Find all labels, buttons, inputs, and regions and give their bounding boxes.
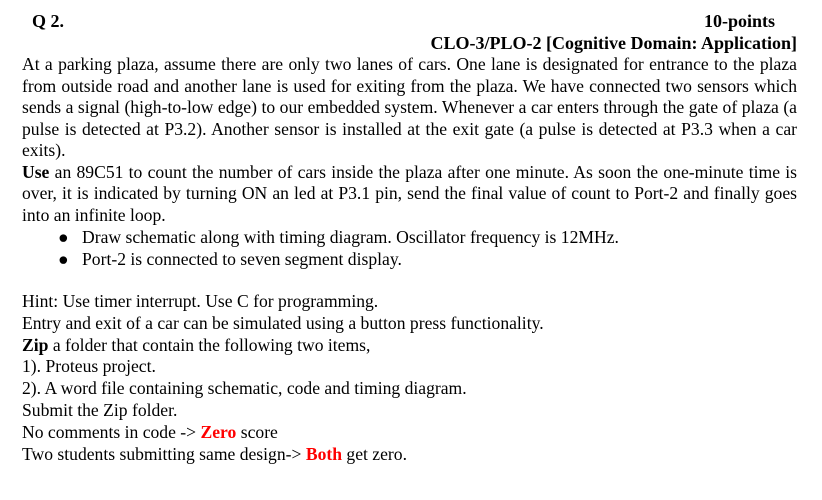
zip-line <box>22 335 797 357</box>
list-item-text: Port-2 is connected to seven segment display. <box>82 249 402 269</box>
same-design-suffix: get zero. <box>342 443 407 464</box>
same-design-line <box>22 444 797 466</box>
item-two-line: 2). A word file containing schematic, code and timing diagram. <box>22 378 467 399</box>
same-design-prefix: Two students submitting same design-> <box>22 443 306 464</box>
question-number: Q 2. <box>32 11 65 31</box>
list-item <box>50 248 797 270</box>
entry-exit-line: Entry and exit of a car can be simulated using a button press functionality. <box>22 312 544 333</box>
both-emphasis: Both <box>305 443 343 464</box>
task-lead-word: Use <box>22 161 50 182</box>
intro-paragraph: At a parking plaza, assume there are only two lanes of cars. One lane is designated for entrance to the plaza from outside road and another lane is used for exiting from the plaza. We have connected two sensors which sends a signal (high-to-low edge) to our embedded system. Whenever a car enters through the gate of plaza (a pulse is detected at P3.2). Another sensor is installed at the exit gate (a pulse is detected at P3.3 when a car exits). <box>22 54 797 160</box>
no-comments-prefix: No comments in code -> <box>22 421 201 442</box>
list-item-text: Draw schematic along with timing diagram. Oscillator frequency is 12MHz. <box>82 227 619 247</box>
spacer <box>22 270 797 291</box>
clo-label: CLO-3/PLO-2 [Cognitive Domain: Application] <box>430 33 797 53</box>
submit-line: Submit the Zip folder. <box>22 399 178 420</box>
no-comments-line <box>22 422 797 444</box>
zip-lead-word: Zip <box>22 334 49 355</box>
no-comments-suffix: score <box>236 421 278 442</box>
hint-line: Hint: Use timer interrupt. Use C for programming. <box>22 291 379 311</box>
item-one-line: 1). Proteus project. <box>22 356 156 377</box>
assignment-page <box>22 10 797 465</box>
task-text: an 89C51 to count the number of cars inside the plaza after one minute. As soon the one-minute time is over, it is indicated by turning ON an led at P3.1 pin, send the final value of count to Port-2 and finally goes into an infinite loop. <box>22 161 797 225</box>
task-paragraph <box>22 162 797 227</box>
list-item <box>50 226 797 248</box>
points-label: 10-points <box>703 11 775 31</box>
bullet-icon: ● <box>58 249 69 269</box>
zip-text: a folder that contain the following two items, <box>48 334 371 355</box>
question-header <box>22 10 797 32</box>
zero-emphasis: Zero <box>200 421 237 442</box>
bullet-icon: ● <box>58 227 69 247</box>
requirements-list <box>22 226 797 270</box>
